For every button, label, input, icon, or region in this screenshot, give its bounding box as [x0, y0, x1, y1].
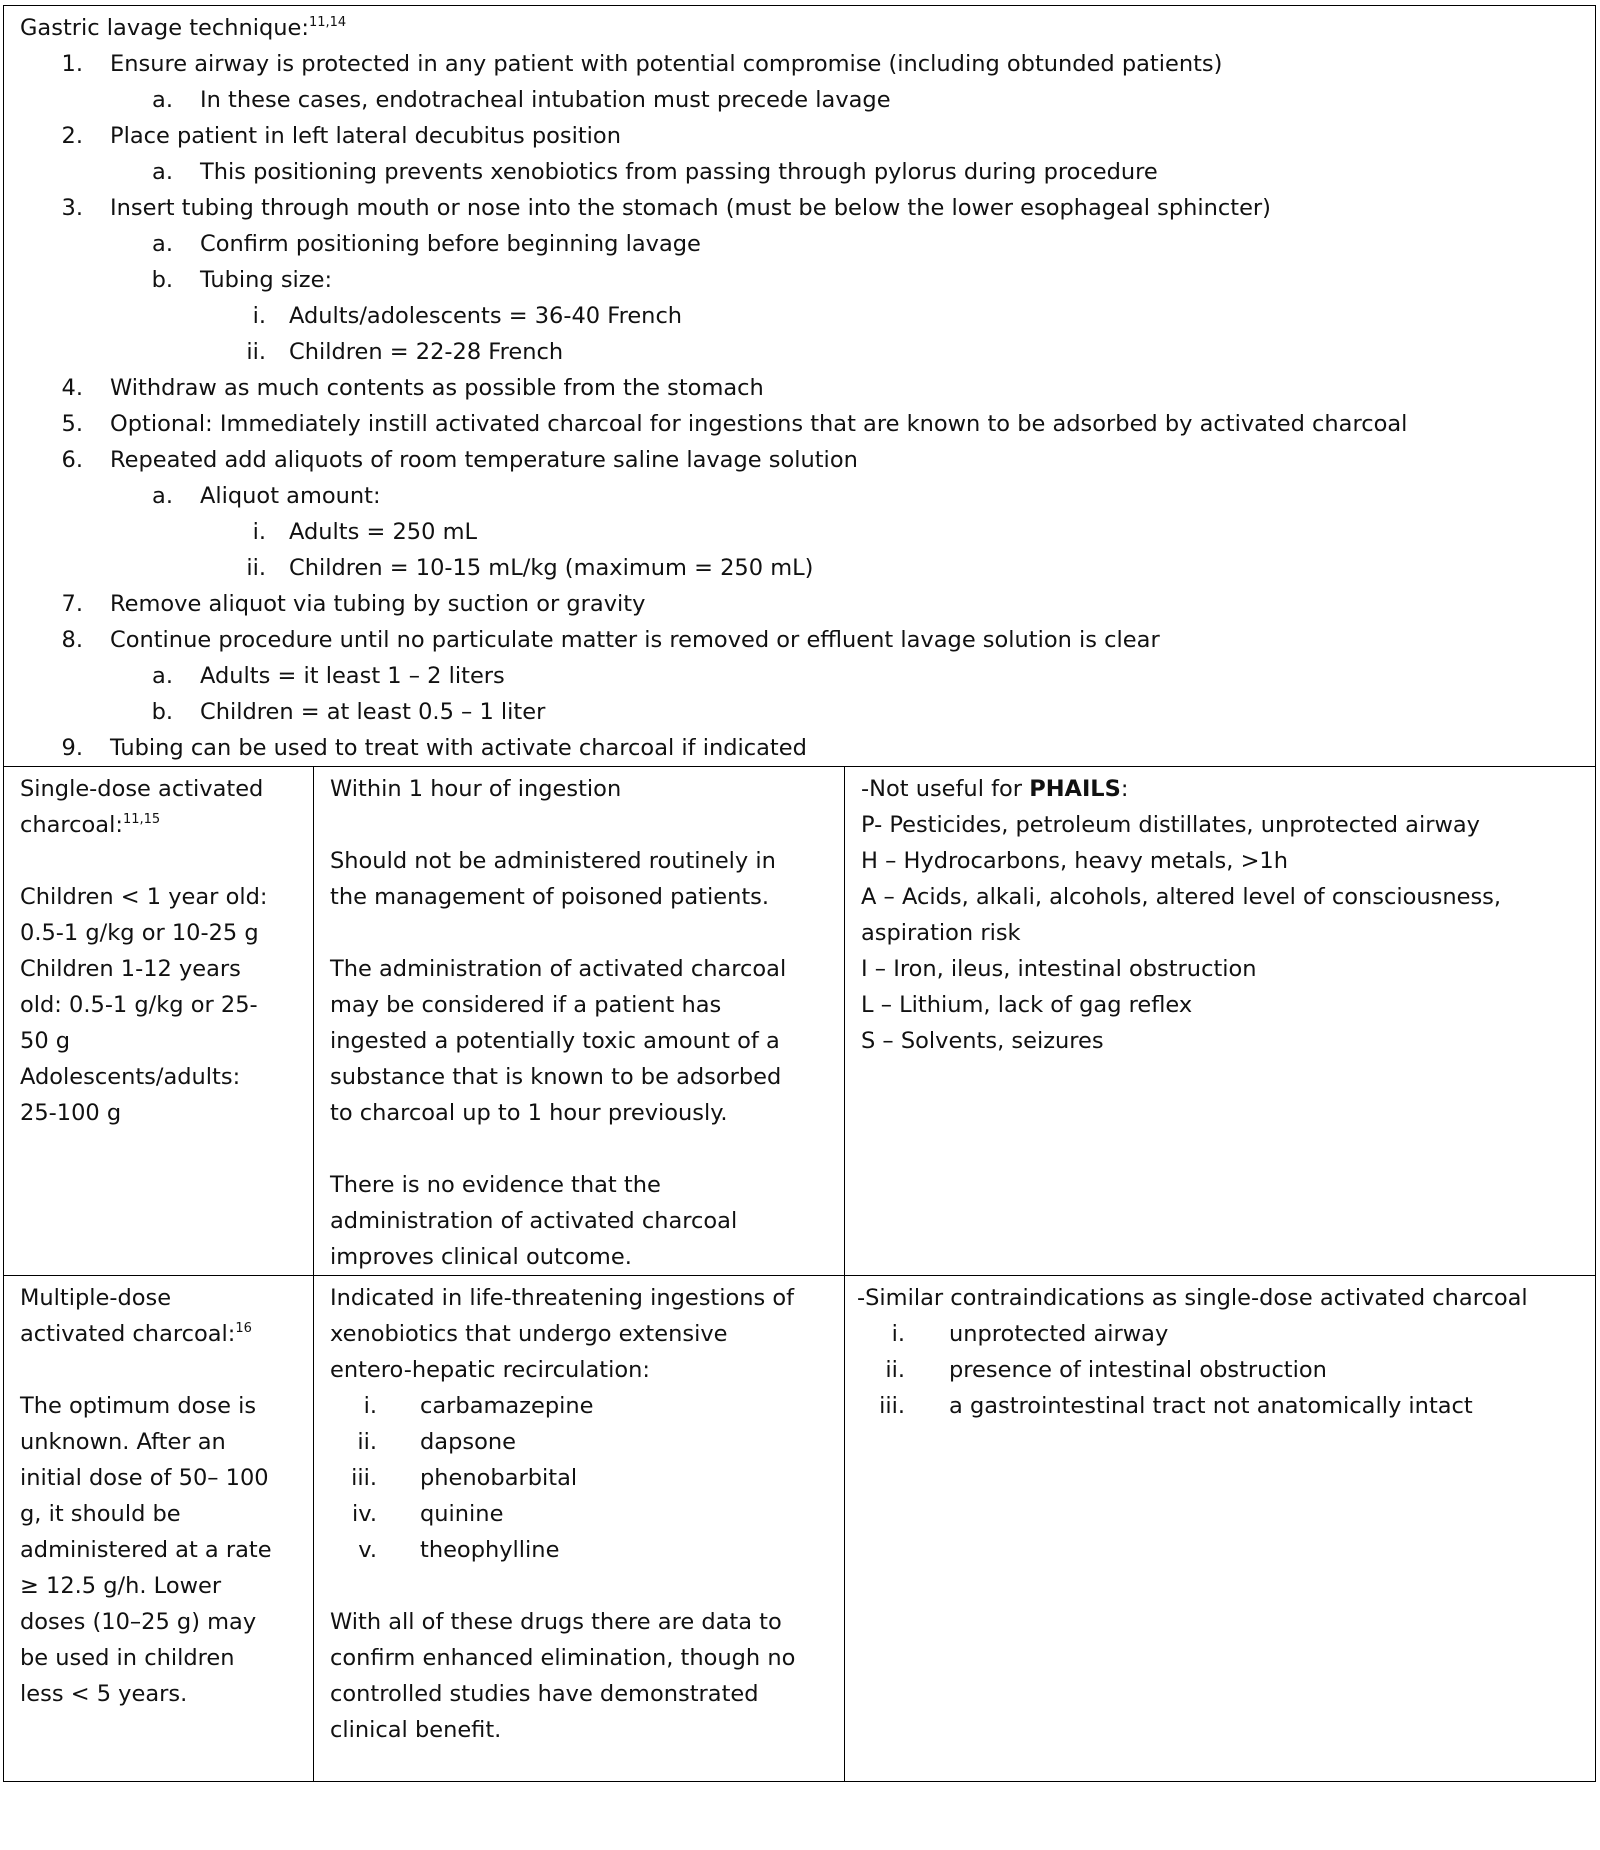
- list-text: Optional: Immediately instill activated charcoal for ingestions that are known to be adsorbed by activated charcoal: [110, 411, 1408, 437]
- single-dose-indication-cell: [314, 767, 845, 1276]
- list-text: Insert tubing through mouth or nose into the stomach (must be below the lower esophageal sphincter): [110, 195, 1271, 221]
- contra-item: [857, 1316, 1581, 1352]
- text-line: Adolescents/adults:: [20, 1064, 241, 1090]
- list-text: This positioning prevents xenobiotics from passing through pylorus during procedure: [200, 159, 1158, 185]
- multi-dose-title-line2: activated charcoal:: [20, 1321, 236, 1347]
- list-marker: a.: [152, 231, 173, 257]
- list-text: a gastrointestinal tract not anatomically intact: [949, 1393, 1473, 1419]
- list-text: presence of intestinal obstruction: [949, 1357, 1327, 1383]
- drug-item: [330, 1388, 830, 1424]
- text-line: Within 1 hour of ingestion: [330, 776, 622, 802]
- list-text: Adults = it least 1 – 2 liters: [200, 663, 505, 689]
- lavage-step: [20, 46, 1595, 82]
- lavage-step: [20, 442, 1595, 478]
- lavage-substep: [20, 694, 1595, 730]
- text-line: administration of activated charcoal: [330, 1208, 738, 1234]
- list-marker: b.: [151, 267, 173, 293]
- text-line: doses (10–25 g) may: [20, 1609, 257, 1635]
- lavage-step: [20, 730, 1595, 766]
- multi-dose-title-refs: 16: [235, 1321, 252, 1336]
- list-text: Confirm positioning before beginning lavage: [200, 231, 701, 257]
- text-line: to charcoal up to 1 hour previously.: [330, 1100, 728, 1126]
- multi-dose-title-line1: Multiple-dose: [20, 1285, 172, 1311]
- list-text: Place patient in left lateral decubitus position: [110, 123, 621, 149]
- list-text: Children = 10-15 mL/kg (maximum = 250 mL): [289, 555, 814, 581]
- phails-heading: [861, 771, 1581, 807]
- multi-dose-indication-intro: [330, 1280, 830, 1388]
- text-line: unknown. After an: [20, 1429, 226, 1455]
- text-line: less < 5 years.: [20, 1681, 188, 1707]
- list-marker: iv.: [352, 1501, 377, 1527]
- multi-dose-indication-cell: [314, 1276, 845, 1782]
- list-text: Ensure airway is protected in any patient with potential compromise (including obtunded patients): [110, 51, 1223, 77]
- multi-dose-row: [4, 1276, 1596, 1782]
- lavage-subsubstep: [20, 298, 1595, 334]
- text-line: Indicated in life-threatening ingestions of: [330, 1285, 795, 1311]
- lavage-substep: [20, 658, 1595, 694]
- list-marker: ii.: [246, 339, 266, 365]
- lavage-subsubstep: [20, 334, 1595, 370]
- lavage-title-refs: 11,14: [308, 15, 347, 30]
- list-marker: 4.: [61, 375, 83, 401]
- multi-dose-contra-cell: [845, 1276, 1596, 1782]
- list-marker: 6.: [61, 447, 83, 473]
- list-text: Continue procedure until no particulate matter is removed or effluent lavage solution is clear: [110, 627, 1160, 653]
- single-dose-dose-cell: [4, 767, 314, 1276]
- drug-list: [330, 1388, 830, 1568]
- text-line: g, it should be: [20, 1501, 181, 1527]
- list-text: dapsone: [420, 1429, 516, 1455]
- text-line: controlled studies have demonstrated: [330, 1681, 759, 1707]
- single-dose-row: [4, 767, 1596, 1276]
- lavage-subsubstep: [20, 550, 1595, 586]
- phails-acronym: PHAILS: [1029, 776, 1121, 802]
- list-text: Repeated add aliquots of room temperature saline lavage solution: [110, 447, 858, 473]
- lavage-substep: [20, 478, 1595, 514]
- text-line: confirm enhanced elimination, though no: [330, 1645, 796, 1671]
- list-text: Remove aliquot via tubing by suction or gravity: [110, 591, 646, 617]
- single-dose-timing: [330, 771, 830, 807]
- phails-list: [861, 807, 1581, 1059]
- single-dose-title-refs: 11,15: [122, 812, 161, 827]
- list-marker: i.: [891, 1321, 905, 1347]
- list-marker: a.: [152, 483, 173, 509]
- text-line: be used in children: [20, 1645, 235, 1671]
- text-line: Children 1-12 years: [20, 956, 241, 982]
- phails-prefix: -Not useful for: [861, 776, 1030, 802]
- lavage-substep: [20, 154, 1595, 190]
- text-line: The optimum dose is: [20, 1393, 257, 1419]
- list-text: carbamazepine: [420, 1393, 594, 1419]
- text-line: clinical benefit.: [330, 1717, 502, 1743]
- lavage-cell: [4, 6, 1596, 767]
- multi-dose-contra-list: [857, 1316, 1581, 1424]
- lavage-steps-list: [20, 46, 1595, 766]
- list-text: Tubing size:: [200, 267, 333, 293]
- text-line: Should not be administered routinely in: [330, 848, 776, 874]
- lavage-step: [20, 406, 1595, 442]
- list-marker: a.: [152, 663, 173, 689]
- list-marker: iii.: [351, 1465, 377, 1491]
- text-line: L – Lithium, lack of gag reflex: [861, 992, 1193, 1018]
- list-marker: 9.: [61, 735, 83, 761]
- single-dose-title: [20, 771, 299, 843]
- lavage-step: [20, 586, 1595, 622]
- list-marker: 1.: [61, 51, 83, 77]
- list-text: Aliquot amount:: [200, 483, 381, 509]
- list-marker: 3.: [61, 195, 83, 221]
- list-marker: v.: [358, 1537, 377, 1563]
- list-marker: iii.: [879, 1393, 905, 1419]
- list-marker: 2.: [61, 123, 83, 149]
- text-line: A – Acids, alkali, alcohols, altered level of consciousness,: [861, 884, 1502, 910]
- text-line: ≥ 12.5 g/h. Lower: [20, 1573, 222, 1599]
- list-marker: i.: [252, 519, 266, 545]
- text-line: Children < 1 year old:: [20, 884, 268, 910]
- text-line: The administration of activated charcoal: [330, 956, 787, 982]
- list-marker: 7.: [61, 591, 83, 617]
- text-line: administered at a rate: [20, 1537, 272, 1563]
- lavage-title-text: Gastric lavage technique:: [20, 15, 309, 41]
- list-text: unprotected airway: [949, 1321, 1169, 1347]
- text-line: 0.5-1 g/kg or 10-25 g: [20, 920, 259, 946]
- list-text: phenobarbital: [420, 1465, 578, 1491]
- text-line: There is no evidence that the: [330, 1172, 661, 1198]
- list-text: theophylline: [420, 1537, 560, 1563]
- multi-dose-dosing: [20, 1388, 299, 1712]
- lavage-substep: [20, 226, 1595, 262]
- text-line: the management of poisoned patients.: [330, 884, 770, 910]
- lavage-step: [20, 622, 1595, 658]
- lavage-substep: [20, 262, 1595, 298]
- multi-dose-contra-intro: -Similar contraindications as single-dose activated charcoal: [857, 1285, 1528, 1311]
- single-dose-dosing: [20, 879, 299, 1131]
- list-marker: ii.: [357, 1429, 377, 1455]
- text-line: 50 g: [20, 1028, 71, 1054]
- multi-dose-dose-cell: [4, 1276, 314, 1782]
- single-dose-title-line2: charcoal:: [20, 812, 123, 838]
- list-text: Tubing can be used to treat with activate charcoal if indicated: [110, 735, 807, 761]
- contra-item: [857, 1352, 1581, 1388]
- text-line: initial dose of 50– 100: [20, 1465, 269, 1491]
- list-marker: ii.: [885, 1357, 905, 1383]
- text-line: With all of these drugs there are data to: [330, 1609, 782, 1635]
- lavage-substep: [20, 82, 1595, 118]
- multi-dose-evidence-note: [330, 1604, 830, 1748]
- single-dose-contra-cell: [845, 767, 1596, 1276]
- drug-item: [330, 1460, 830, 1496]
- lavage-subsubstep: [20, 514, 1595, 550]
- contra-item: [857, 1388, 1581, 1424]
- text-line: substance that is known to be adsorbed: [330, 1064, 782, 1090]
- text-line: entero-hepatic recirculation:: [330, 1357, 650, 1383]
- drug-item: [330, 1424, 830, 1460]
- drug-item: [330, 1532, 830, 1568]
- text-line: old: 0.5-1 g/kg or 25-: [20, 992, 258, 1018]
- list-marker: 8.: [61, 627, 83, 653]
- list-marker: a.: [152, 159, 173, 185]
- single-dose-routine-note: [330, 843, 830, 915]
- list-text: quinine: [420, 1501, 504, 1527]
- text-line: ingested a potentially toxic amount of a: [330, 1028, 780, 1054]
- lavage-step: [20, 118, 1595, 154]
- list-marker: a.: [152, 87, 173, 113]
- list-text: Children = 22-28 French: [289, 339, 564, 365]
- text-line: xenobiotics that undergo extensive: [330, 1321, 728, 1347]
- list-marker: 5.: [61, 411, 83, 437]
- list-marker: b.: [151, 699, 173, 725]
- single-dose-title-line1: Single-dose activated: [20, 776, 264, 802]
- text-line: may be considered if a patient has: [330, 992, 722, 1018]
- list-marker: i.: [252, 303, 266, 329]
- text-line: S – Solvents, seizures: [861, 1028, 1104, 1054]
- list-text: Children = at least 0.5 – 1 liter: [200, 699, 546, 725]
- text-line: I – Iron, ileus, intestinal obstruction: [861, 956, 1257, 982]
- text-line: 25-100 g: [20, 1100, 122, 1126]
- single-dose-consider-note: [330, 951, 830, 1131]
- lavage-step: [20, 370, 1595, 406]
- phails-colon: :: [1120, 776, 1129, 802]
- multi-dose-title: [20, 1280, 299, 1352]
- list-text: Adults/adolescents = 36-40 French: [289, 303, 683, 329]
- drug-item: [330, 1496, 830, 1532]
- list-marker: i.: [363, 1393, 377, 1419]
- lavage-content: [4, 6, 1595, 766]
- treatment-table: [3, 5, 1596, 1782]
- lavage-step: [20, 190, 1595, 226]
- lavage-title: [20, 10, 1595, 46]
- lavage-row: [4, 6, 1596, 767]
- list-text: In these cases, endotracheal intubation must precede lavage: [200, 87, 891, 113]
- single-dose-evidence-note: [330, 1167, 830, 1275]
- list-marker: ii.: [246, 555, 266, 581]
- text-line: aspiration risk: [861, 920, 1021, 946]
- text-line: P- Pesticides, petroleum distillates, unprotected airway: [861, 812, 1480, 838]
- list-text: Adults = 250 mL: [289, 519, 478, 545]
- list-text: Withdraw as much contents as possible from the stomach: [110, 375, 764, 401]
- text-line: H – Hydrocarbons, heavy metals, >1h: [861, 848, 1289, 874]
- text-line: improves clinical outcome.: [330, 1244, 632, 1270]
